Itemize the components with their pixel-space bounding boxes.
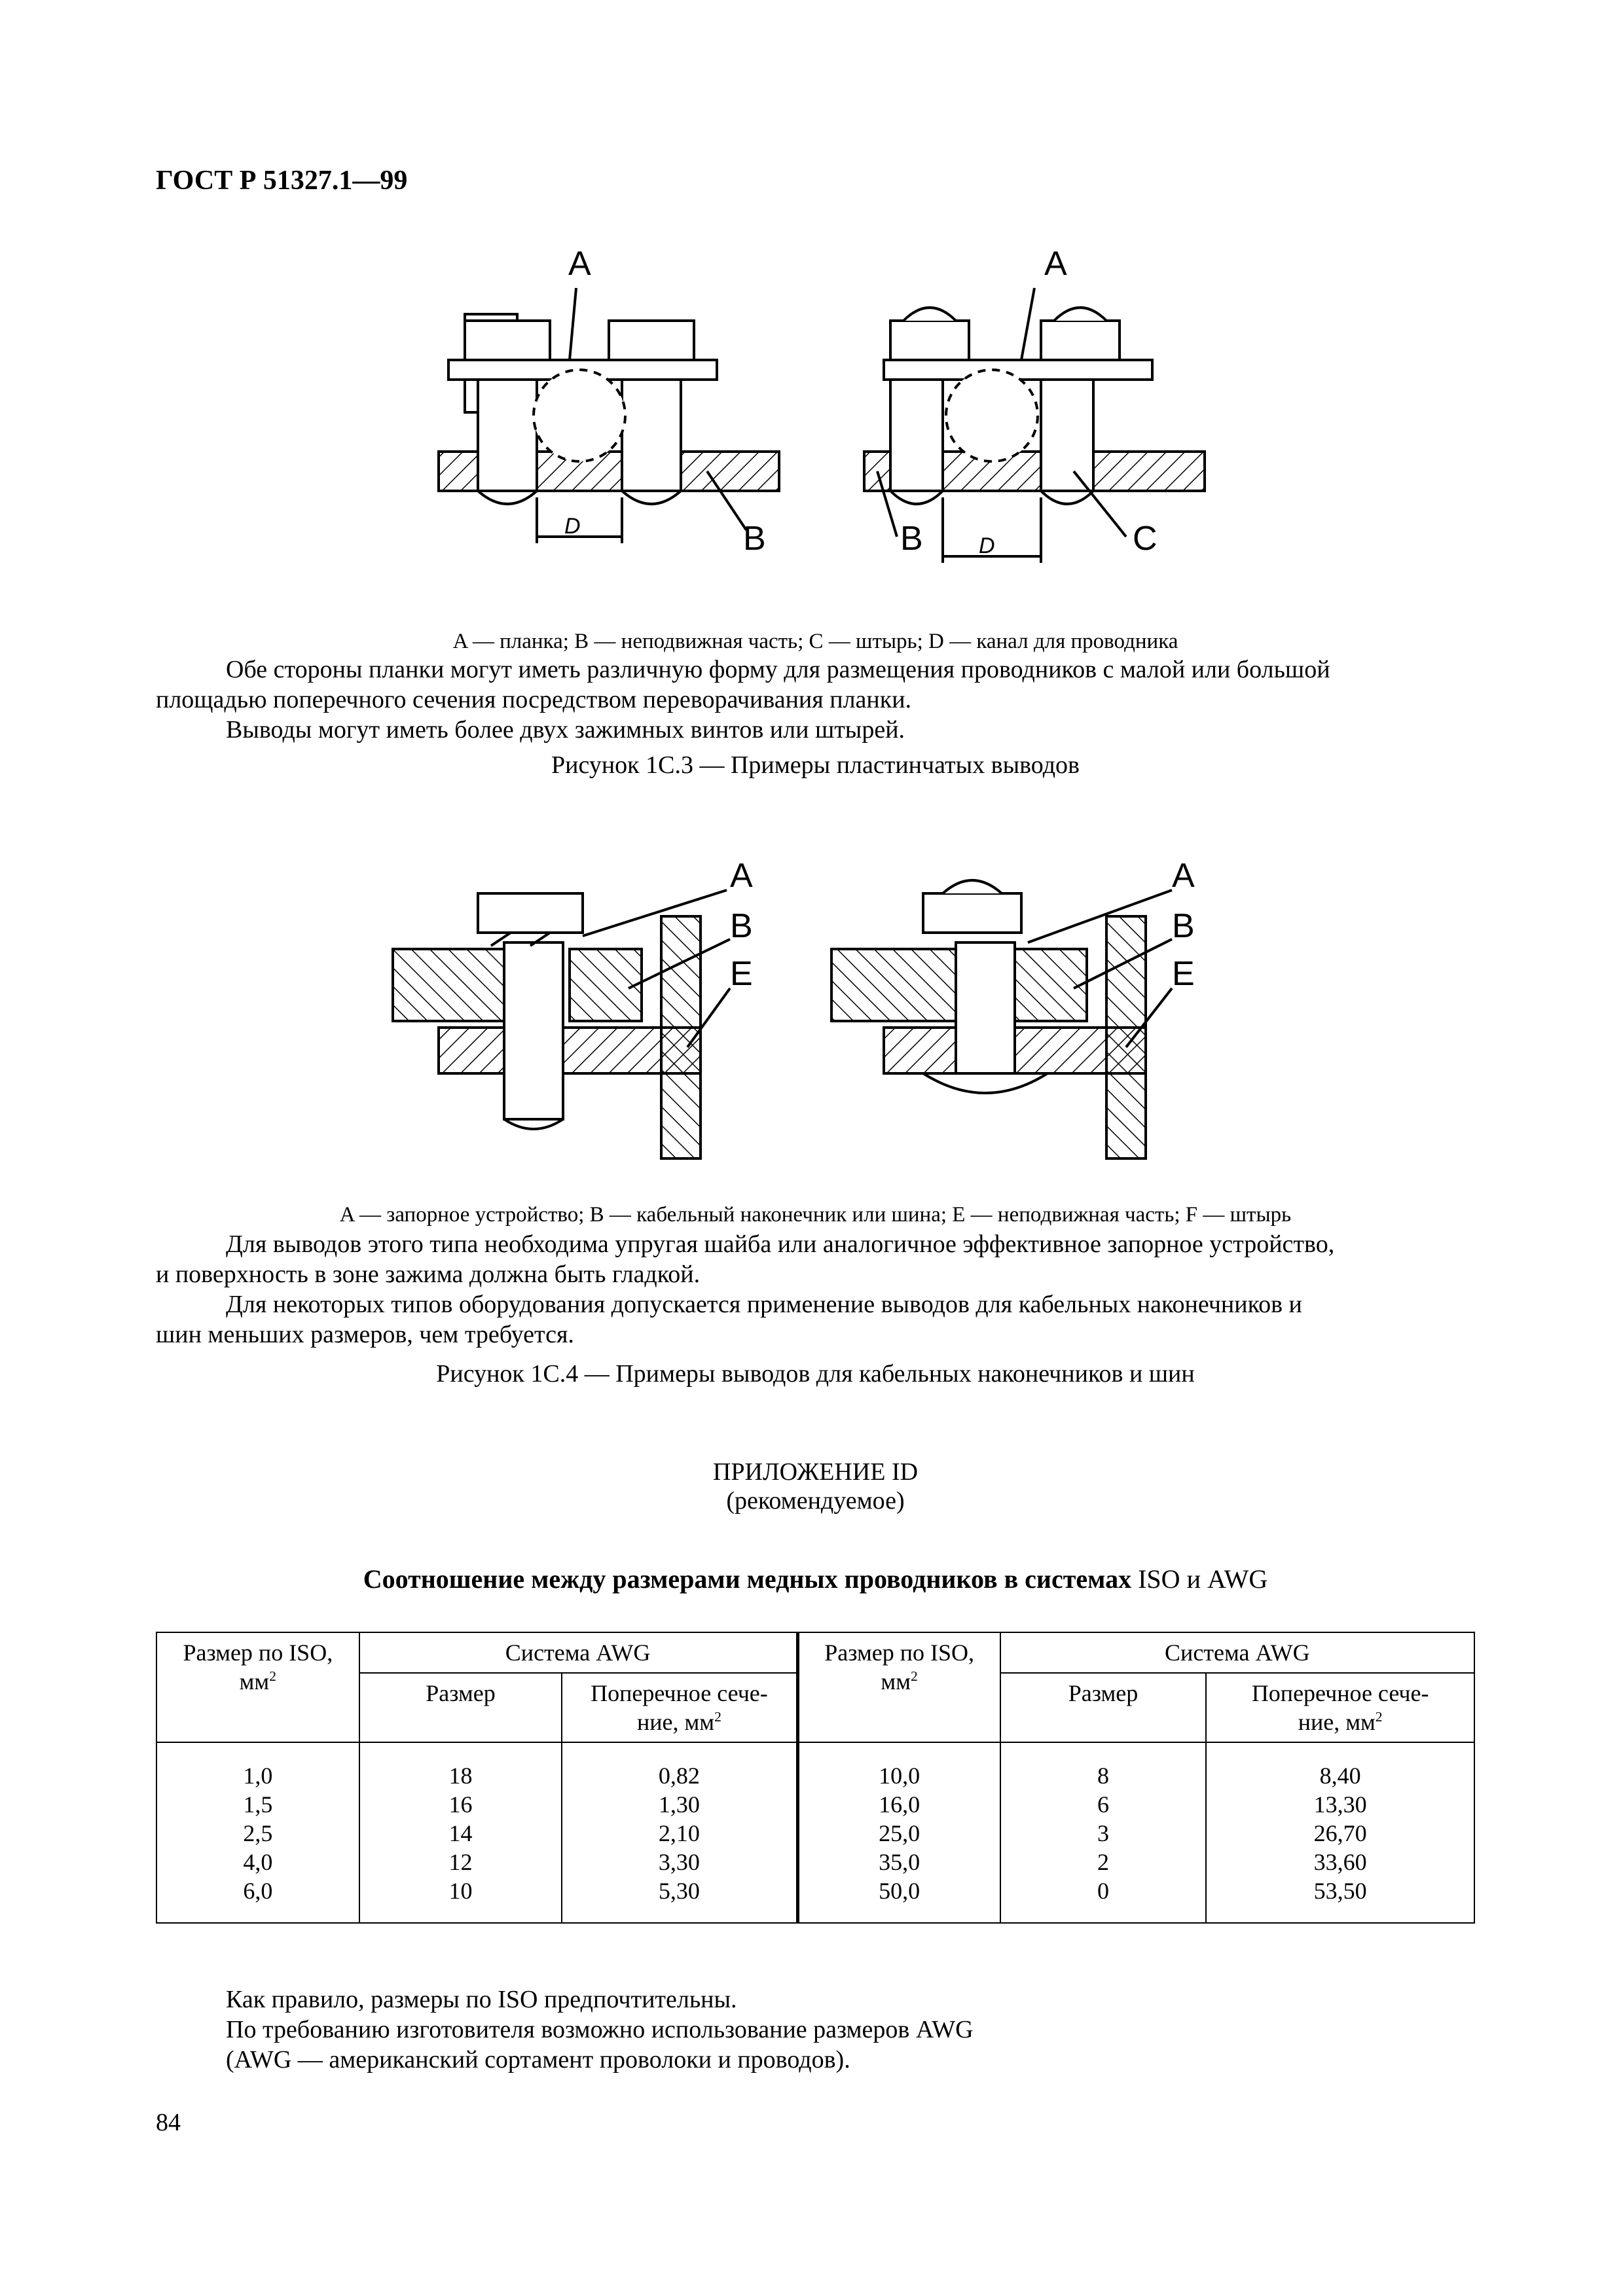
label-e-right-4: E	[1172, 955, 1195, 993]
footer-note-1: Как правило, размеры по ISO предпочтительны.	[226, 1986, 737, 2013]
iso-left-cell: 1,0 1,5 2,5 4,0 6,0	[156, 1742, 359, 1923]
awg-left-cell: 18 16 14 12 10	[359, 1742, 562, 1923]
label-b-left: B	[743, 520, 766, 558]
label-a-left: A	[568, 245, 591, 283]
footer-note-2: По требованию изготовителя возможно использование размеров AWG	[226, 2016, 974, 2043]
header-awg-right: Система AWG	[1000, 1632, 1474, 1673]
header-awg-left: Система AWG	[359, 1632, 797, 1673]
header-section-right: Поперечное сече- ние, $мм^2$	[1206, 1673, 1474, 1742]
figure-1c3-legend: A — планка; B — неподвижная часть; C — штырь; D — канал для проводника	[452, 630, 1178, 653]
header-awg-size-right: Размер	[1000, 1673, 1207, 1742]
page-number: 84	[156, 2109, 181, 2136]
header-iso-right: Размер по ISO, $мм^2$	[797, 1632, 1000, 1742]
label-c-right: C	[1133, 520, 1158, 558]
figure-1c4-note-line1: Для выводов этого типа необходима упругая шайба или аналогичное эффективное запорное устройство,	[226, 1230, 1335, 1258]
label-e-left-4: E	[730, 955, 753, 993]
appendix-subtitle: (рекомендуемое)	[726, 1487, 905, 1515]
label-d-right: D	[979, 533, 995, 558]
figure-1c3-note-line1: Обе стороны планки могут иметь различную форму для размещения проводников с малой или большой	[226, 656, 1330, 683]
header-iso-left: Размер по ISO, $мм^2$	[156, 1632, 359, 1742]
awg-right-cell: 8 6 3 2 0	[1000, 1742, 1207, 1923]
table-title-bold: Соотношение между размерами медных проводников в системах	[363, 1564, 1132, 1594]
label-b-right: B	[900, 520, 923, 558]
figure-1c3-drawing	[419, 236, 1231, 576]
appendix-title: ПРИЛОЖЕНИЕ ID	[712, 1458, 919, 1486]
table-title	[156, 1564, 1475, 1594]
iso-right-cell: 10,0 16,0 25,0 35,0 50,0	[797, 1742, 1000, 1923]
iso-awg-table	[156, 1632, 1475, 1924]
figure-1c4-note2-line1: Для некоторых типов оборудования допускается применение выводов для кабельных наконечников и	[226, 1291, 1302, 1318]
label-a-right-4: A	[1172, 857, 1195, 895]
table-title-tail: ISO и AWG	[1131, 1564, 1268, 1594]
figure-1c3-note-line2: площадью поперечного сечения посредством переворачивания планки.	[156, 686, 912, 713]
label-a-left-4: A	[730, 857, 753, 895]
label-b-left-4: B	[730, 907, 753, 945]
header-section-left: Поперечное сече- ние, $мм^2$	[562, 1673, 797, 1742]
section-left-cell: 0,82 1,30 2,10 3,30 5,30	[562, 1742, 797, 1923]
figure-1c4-caption: Рисунок 1С.4 — Примеры выводов для кабельных наконечников и шин	[436, 1360, 1195, 1388]
figure-1c4-note2-line2: шин меньших размеров, чем требуется.	[156, 1321, 574, 1348]
figure-1c3-note2: Выводы могут иметь более двух зажимных винтов или штырей.	[226, 716, 905, 744]
figure-1c4-drawing	[386, 851, 1237, 1178]
header-awg-size-left: Размер	[359, 1673, 562, 1742]
figure-1c4-note-line2: и поверхность в зоне зажима должна быть гладкой.	[156, 1261, 701, 1288]
document-header: ГОСТ Р 51327.1—99	[156, 166, 408, 196]
footer-note-3: (AWG — американский сортамент проволоки и проводов).	[226, 2046, 850, 2073]
figure-1c3-caption: Рисунок 1С.3 — Примеры пластинчатых выводов	[551, 751, 1080, 779]
section-right-cell: 8,40 13,30 26,70 33,60 53,50	[1206, 1742, 1474, 1923]
label-b-right-4: B	[1172, 907, 1195, 945]
label-a-right: A	[1044, 245, 1067, 283]
label-d-left: D	[564, 514, 581, 539]
table-data-row	[156, 1742, 1474, 1923]
figure-1c4-legend: A — запорное устройство; B — кабельный наконечник или шина; E — неподвижная часть; F — штырь	[339, 1203, 1292, 1227]
